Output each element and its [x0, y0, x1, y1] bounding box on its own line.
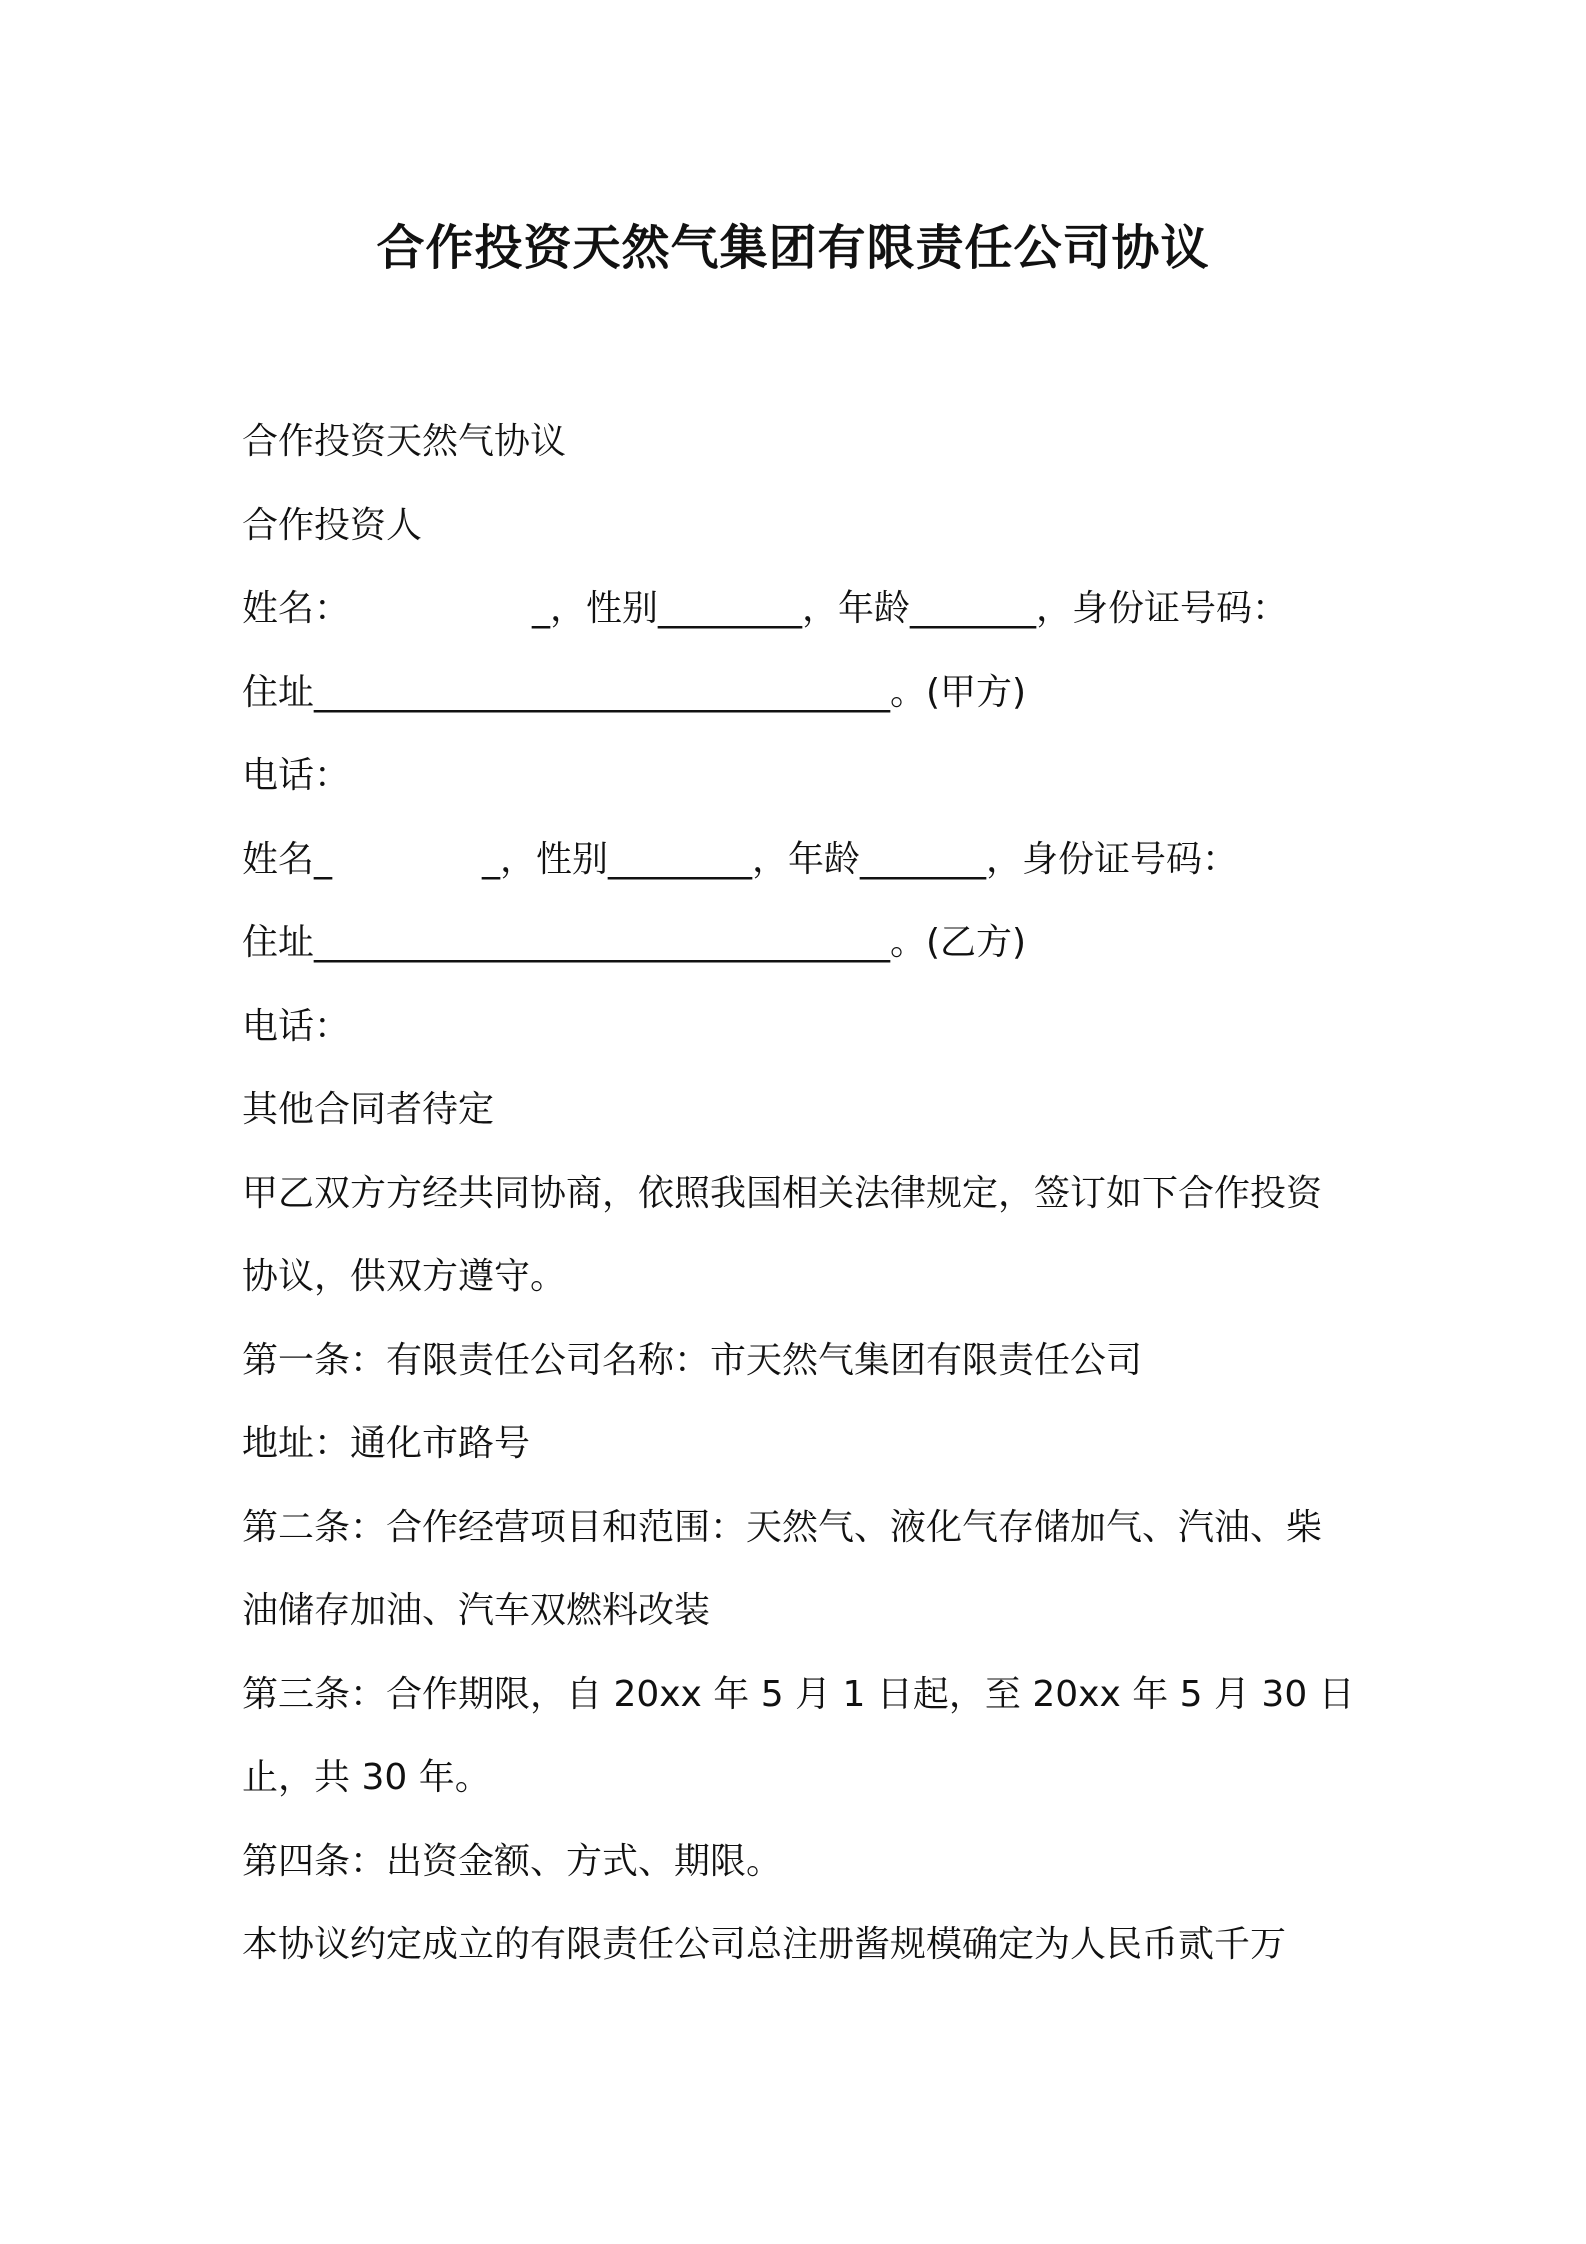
party-a-name-label: 姓名：: [242, 588, 351, 629]
agreement-subtitle: 合作投资天然气协议: [242, 421, 567, 462]
party-a-phone-line: 电话：: [242, 755, 351, 796]
article-3-line-1: 第三条：合作期限，自 20xx 年 5 月 1 日起，至 20xx 年 5 月 30 日: [242, 1673, 1355, 1715]
party-a-address-line: 住址________________________________。(甲方): [242, 671, 1027, 713]
preamble-line-1: 甲乙双方方经共同协商，依照我国相关法律规定，签订如下合作投资: [242, 1172, 1323, 1214]
article-2-line-2: 油储存加油、汽车双燃料改装: [242, 1590, 711, 1631]
preamble-line-2: 协议，供双方遵守。: [242, 1256, 567, 1297]
party-b-phone-line: 电话：: [242, 1005, 351, 1047]
document-body: [242, 400, 1362, 1987]
article-1-company-name: 第一条：有限责任公司名称：市天然气集团有限责任公司: [242, 1339, 1143, 1381]
article-4-heading: 第四条：出资金额、方式、期限。: [242, 1840, 783, 1882]
article-1-address: 地址：通化市路号: [242, 1423, 531, 1464]
party-a-identity-fields: _，性别________，年龄_______，身份证号码：: [532, 588, 1289, 629]
party-b-identity-line: [242, 818, 1362, 902]
party-b-name-label: 姓名_: [242, 838, 333, 880]
party-b-identity-fields: _，性别________，年龄_______，身份证号码：: [482, 838, 1239, 880]
party-a-identity-line: [242, 567, 1362, 651]
document-title: 合作投资天然气集团有限责任公司协议: [376, 220, 1210, 276]
investors-heading: 合作投资人: [242, 504, 423, 546]
article-2-line-1: 第二条：合作经营项目和范围：天然气、液化气存储加气、汽油、柴: [242, 1506, 1323, 1548]
other-parties-line: 其他合同者待定: [242, 1089, 495, 1130]
article-3-line-2: 止，共 30 年。: [242, 1757, 491, 1798]
party-b-address-line: 住址________________________________。(乙方): [242, 922, 1027, 963]
article-4-line-1: 本协议约定成立的有限责任公司总注册酱规模确定为人民币贰千万: [242, 1924, 1287, 1965]
